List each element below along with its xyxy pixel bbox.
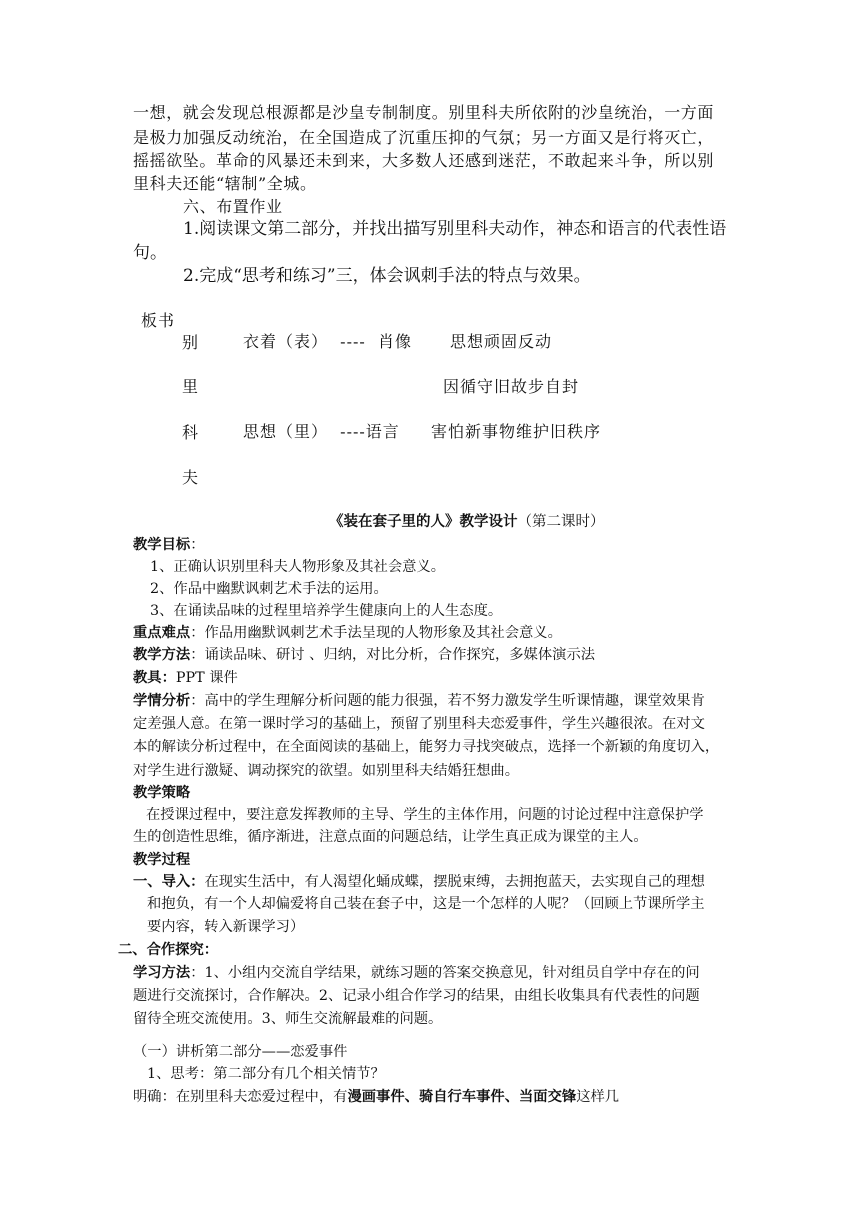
board-row3-right: 害怕新事物维护旧秩序 [431, 422, 602, 441]
study-method-line: 题进行交流探讨，合作解决。2、记录小组合作学习的结果，由组长收集具有代表性的问题 [133, 988, 700, 1004]
clarification-event-3: 当面交锋 [519, 1089, 577, 1105]
intro-text: 在现实生活中，有人渴望化蛹成蝶，摆脱束缚，去拥抱蓝天，去实现自己的理想 [204, 874, 705, 890]
paragraph-line: 里科夫还能“辖制”全城。 [133, 174, 317, 193]
teaching-method [133, 648, 595, 662]
goals-colon: ： [190, 537, 205, 553]
teaching-tools [133, 671, 238, 685]
board-row1-left: 衣着（表） ---- 肖像 [243, 332, 412, 351]
intro-line: 和抱负，有一个人却偏爱将自己装在套子中，这是一个怎样的人呢？（回顾上节课所学主 [147, 896, 705, 912]
goals-heading [133, 538, 204, 552]
strategy-line: 生的创造性思维，循序渐进，注意点面的问题总结，让学生真正成为课堂的主人。 [133, 829, 648, 845]
board-label: 板书 [141, 311, 176, 330]
intro-line [133, 875, 705, 889]
clarification-line [133, 1090, 619, 1104]
analysis-line: 本的解读分析过程中，在全面阅读的基础上，能努力寻找突破点，选择一个新颖的角度切入， [133, 739, 720, 755]
clarification-event-1: 漫画事件、 [347, 1089, 419, 1105]
key-points [133, 626, 562, 640]
teaching-tools-text: PPT 课件 [175, 670, 238, 686]
teaching-method-label: 教学方法 [133, 647, 191, 663]
study-method-label: 学习方法 [133, 965, 191, 981]
cooperation-heading: 二、合作探究： [118, 942, 219, 958]
clarification-prefix: 明确：在别里科夫恋爱过程中，有 [133, 1089, 348, 1105]
analysis-line: 对学生进行激疑、调动探究的欲望。如别里科夫结婚狂想曲。 [133, 763, 520, 779]
paragraph-line: 是极力加强反动统治，在全国造成了沉重压抑的气氛；另一方面又是行将灭亡， [133, 128, 715, 147]
paragraph-line: 一想，就会发现总根源都是沙皇专制制度。别里科夫所依附的沙皇统治，一方面 [133, 103, 715, 122]
homework-item-1-continued: 句。 [133, 243, 167, 263]
paragraph-line: 摇摇欲坠。革命的风暴还未到来，大多数人还感到迷茫，不敢起来斗争，所以别 [133, 151, 715, 170]
homework-item-2: 2.完成“思考和练习”三，体会讽刺手法的特点与效果。 [183, 266, 591, 286]
clarification-tail: 这样几 [576, 1089, 620, 1105]
lesson-title [329, 515, 605, 530]
board-name-char: 科 [182, 423, 200, 442]
board-row2-right: 因循守旧故步自封 [443, 377, 580, 396]
strategy-heading: 教学策略 [133, 785, 191, 801]
question-line: 1、思考：第二部分有几个相关情节？ [147, 1066, 385, 1082]
board-name-char: 夫 [182, 468, 200, 487]
key-points-text: ：作品用幽默讽刺艺术手法呈现的人物形象及其社会意义。 [190, 625, 562, 641]
analysis-text: ：高中的学生理解分析问题的能力很强，若不努力激发学生听课情趣，课堂效果肯 [190, 693, 705, 709]
intro-label: 一、导入： [133, 874, 205, 890]
board-row1-right: 思想顽固反动 [450, 332, 553, 351]
clarification-event-2: 骑自行车事件、 [418, 1089, 520, 1105]
goals-label: 教学目标 [133, 537, 191, 553]
homework-item-1: 1.阅读课文第二部分，并找出描写别里科夫动作，神态和语言的代表性语 [183, 219, 727, 239]
teaching-method-text: ：诵读品味、研讨 、归纳，对比分析，合作探究，多媒体演示法 [190, 647, 596, 663]
goal-item: 2、作品中幽默讽刺艺术手法的运用。 [150, 581, 388, 597]
teaching-tools-label: 教具： [133, 670, 176, 686]
lesson-title-main: 《装在套子里的人》教学设计 [329, 513, 518, 530]
study-method-line: 留待全班交流使用。3、师生交流解最难的问题。 [133, 1011, 443, 1027]
board-row3-left: 思想（里） ----语言 [243, 422, 400, 441]
board-name-char: 别 [182, 333, 200, 352]
homework-heading: 六、布置作业 [183, 197, 283, 216]
analysis-label: 学情分析 [133, 693, 191, 709]
key-points-label: 重点难点 [133, 625, 191, 641]
board-name-char: 里 [182, 377, 200, 396]
intro-line: 要内容，转入新课学习） [147, 919, 305, 935]
goal-item: 1、正确认识别里科夫人物形象及其社会意义。 [150, 559, 446, 575]
goal-item: 3、在诵读品味的过程里培养学生健康向上的人生态度。 [150, 603, 503, 619]
strategy-line: 在授课过程中，要注意发挥教师的主导、学生的主体作用，问题的讨论过程中注意保护学 [146, 807, 704, 823]
analysis-line [133, 694, 705, 708]
process-heading: 教学过程 [133, 852, 191, 868]
lesson-title-session: （第二课时） [517, 514, 605, 530]
study-method-line [133, 966, 700, 980]
subsection-heading: （一）讲析第二部分——恋爱事件 [133, 1044, 348, 1060]
study-method-text: ：1、小组内交流自学结果，就练习题的答案交换意见，针对组员自学中存在的问 [190, 965, 700, 981]
analysis-line: 定差强人意。在第一课时学习的基础上，预留了别里科夫恋爱事件，学生兴趣很浓。在对文 [133, 716, 705, 732]
